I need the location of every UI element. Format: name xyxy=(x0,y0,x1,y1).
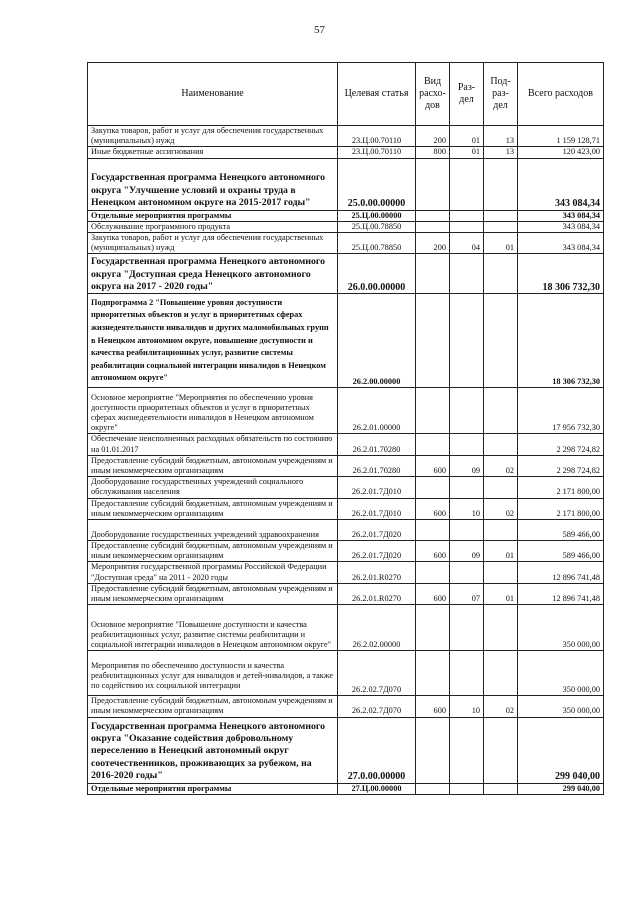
row-name: Закупка товаров, работ и услуг для обеспечения государственных (муниципальных) нужд xyxy=(88,233,338,254)
row-subsection xyxy=(484,294,518,388)
row-kind xyxy=(416,520,450,541)
row-name: Основное мероприятие "Мероприятия по обеспечению уровня доступности приоритетных объектов и услуг в приоритетных сферах жизнедеятельности инвалидов в Ненецком автономном округе" xyxy=(88,388,338,434)
row-target: 27.0.00.00000 xyxy=(338,717,416,783)
row-name: Предоставление субсидий бюджетным, автономным учреждениям и иным некоммерческим организациям xyxy=(88,498,338,519)
header-name: Наименование xyxy=(88,63,338,126)
table-row xyxy=(88,434,604,455)
row-total: 2 171 800,00 xyxy=(518,498,604,519)
table-row xyxy=(88,605,604,651)
row-total: 350 000,00 xyxy=(518,651,604,696)
row-total: 2 298 724,82 xyxy=(518,455,604,476)
header-section: Раз-дел xyxy=(450,63,484,126)
row-subsection xyxy=(484,783,518,794)
header-kind: Вид расхо-дов xyxy=(416,63,450,126)
table-row xyxy=(88,210,604,221)
row-target: 26.2.01.R0270 xyxy=(338,562,416,583)
row-name: Предоставление субсидий бюджетным, автономным учреждениям и иным некоммерческим организациям xyxy=(88,455,338,476)
row-section xyxy=(450,520,484,541)
row-section: 09 xyxy=(450,455,484,476)
row-name: Дооборудование государственных учреждений социального обслуживания населения xyxy=(88,477,338,498)
row-name: Государственная программа Ненецкого автономного округа "Оказание содействия добровольному переселению в Ненецкий автономный округ соотечественников, проживающих за рубежом, на 2016-2020 годы" xyxy=(88,717,338,783)
row-section xyxy=(450,434,484,455)
table-row xyxy=(88,520,604,541)
row-target: 23.Ц.00.70110 xyxy=(338,147,416,158)
row-name: Предоставление субсидий бюджетным, автономным учреждениям и иным некоммерческим организациям xyxy=(88,583,338,604)
table-row xyxy=(88,562,604,583)
table-row xyxy=(88,477,604,498)
row-target: 26.2.01.70280 xyxy=(338,434,416,455)
row-section xyxy=(450,783,484,794)
table-row xyxy=(88,717,604,783)
row-kind: 600 xyxy=(416,455,450,476)
row-kind: 200 xyxy=(416,233,450,254)
row-target: 25.Ц.00.78850 xyxy=(338,233,416,254)
table-row xyxy=(88,158,604,210)
row-target: 26.2.01.R0270 xyxy=(338,583,416,604)
table-row xyxy=(88,233,604,254)
row-kind xyxy=(416,717,450,783)
row-section xyxy=(450,210,484,221)
table-row xyxy=(88,783,604,794)
table-row xyxy=(88,388,604,434)
row-total: 12 896 741,48 xyxy=(518,562,604,583)
row-total: 2 298 724,82 xyxy=(518,434,604,455)
row-total: 17 956 732,30 xyxy=(518,388,604,434)
row-section xyxy=(450,605,484,651)
row-subsection xyxy=(484,210,518,221)
row-kind xyxy=(416,210,450,221)
table-row xyxy=(88,696,604,717)
row-name: Отдельные мероприятия программы xyxy=(88,783,338,794)
row-total: 18 306 732,30 xyxy=(518,294,604,388)
row-total: 343 084,34 xyxy=(518,210,604,221)
row-name: Подпрограмма 2 "Повышение уровня доступности приоритетных объектов и услуг в приоритетных сферах жизнедеятельности инвалидов и других маломобильных групп в Ненецком автономном округе, повышение доступности и качества реабилитационных услуг, развитие системы реабилитации социальной интеграции инвалидов в Ненецком автономном округе" xyxy=(88,294,338,388)
row-kind xyxy=(416,562,450,583)
row-target: 26.2.01.70280 xyxy=(338,455,416,476)
row-kind xyxy=(416,477,450,498)
row-target: 26.2.01.00000 xyxy=(338,388,416,434)
row-section xyxy=(450,294,484,388)
row-target: 26.0.00.00000 xyxy=(338,254,416,294)
row-total: 1 159 128,71 xyxy=(518,126,604,147)
row-name: Иные бюджетные ассигнования xyxy=(88,147,338,158)
row-kind: 600 xyxy=(416,583,450,604)
row-target: 23.Ц.00.70110 xyxy=(338,126,416,147)
table-row xyxy=(88,455,604,476)
row-name: Закупка товаров, работ и услуг для обеспечения государственных (муниципальных) нужд xyxy=(88,126,338,147)
row-kind: 800 xyxy=(416,147,450,158)
row-subsection xyxy=(484,434,518,455)
row-total: 299 040,00 xyxy=(518,717,604,783)
table-row xyxy=(88,254,604,294)
row-total: 2 171 800,00 xyxy=(518,477,604,498)
row-section xyxy=(450,717,484,783)
row-subsection xyxy=(484,562,518,583)
row-subsection xyxy=(484,221,518,232)
row-name: Отдельные мероприятия программы xyxy=(88,210,338,221)
row-subsection xyxy=(484,651,518,696)
row-name: Мероприятия по обеспечению доступности и качества реабилитационных услуг для инвалидов и детей-инвалидов, а также по содействию их социальной интеграции xyxy=(88,651,338,696)
row-target: 26.2.02.00000 xyxy=(338,605,416,651)
row-name: Мероприятия государственной программы Российской Федерации "Доступная среда" на 2011 - 2020 годы xyxy=(88,562,338,583)
row-section xyxy=(450,158,484,210)
row-section xyxy=(450,562,484,583)
row-total: 350 000,00 xyxy=(518,605,604,651)
table-row xyxy=(88,147,604,158)
row-name: Дооборудование государственных учреждений здравоохранения xyxy=(88,520,338,541)
row-kind xyxy=(416,783,450,794)
row-subsection: 02 xyxy=(484,696,518,717)
row-subsection xyxy=(484,605,518,651)
row-target: 26.2.01.7Д020 xyxy=(338,520,416,541)
row-name: Предоставление субсидий бюджетным, автономным учреждениям и иным некоммерческим организациям xyxy=(88,541,338,562)
row-subsection xyxy=(484,717,518,783)
header-total: Всего расходов xyxy=(518,63,604,126)
row-kind: 600 xyxy=(416,541,450,562)
row-name: Обслуживание программного продукта xyxy=(88,221,338,232)
row-subsection: 13 xyxy=(484,126,518,147)
row-subsection xyxy=(484,388,518,434)
row-total: 18 306 732,30 xyxy=(518,254,604,294)
table-row xyxy=(88,498,604,519)
row-subsection xyxy=(484,477,518,498)
row-kind xyxy=(416,254,450,294)
row-name: Основное мероприятие "Повышение доступности и качества реабилитационных услуг, развитие системы реабилитации и социальной интеграции инвалидов в Ненецком автономном округе" xyxy=(88,605,338,651)
row-kind xyxy=(416,388,450,434)
row-name: Предоставление субсидий бюджетным, автономным учреждениям и иным некоммерческим организациям xyxy=(88,696,338,717)
row-kind xyxy=(416,294,450,388)
row-section: 04 xyxy=(450,233,484,254)
row-total: 343 084,34 xyxy=(518,221,604,232)
row-section xyxy=(450,388,484,434)
row-section: 09 xyxy=(450,541,484,562)
row-total: 120 423,00 xyxy=(518,147,604,158)
row-subsection xyxy=(484,158,518,210)
row-target: 26.2.00.00000 xyxy=(338,294,416,388)
row-kind xyxy=(416,434,450,455)
row-kind xyxy=(416,158,450,210)
page-number: 57 xyxy=(314,24,325,36)
row-name: Государственная программа Ненецкого автономного округа "Улучшение условий и охраны труда в Ненецком автономном округе на 2015-2017 годы" xyxy=(88,158,338,210)
row-kind: 600 xyxy=(416,498,450,519)
table-row xyxy=(88,126,604,147)
row-total: 12 896 741,48 xyxy=(518,583,604,604)
row-subsection: 02 xyxy=(484,498,518,519)
row-section: 01 xyxy=(450,126,484,147)
row-total: 350 000,00 xyxy=(518,696,604,717)
table-row xyxy=(88,294,604,388)
row-total: 589 466,00 xyxy=(518,520,604,541)
row-section xyxy=(450,254,484,294)
row-section: 10 xyxy=(450,696,484,717)
row-target: 26.2.01.7Д020 xyxy=(338,541,416,562)
row-target: 25.Ц.00.78850 xyxy=(338,221,416,232)
header-subsection: Под-раз-дел xyxy=(484,63,518,126)
row-subsection: 01 xyxy=(484,541,518,562)
row-target: 26.2.02.7Д070 xyxy=(338,651,416,696)
table-header-row xyxy=(88,63,604,126)
row-target: 26.2.02.7Д070 xyxy=(338,696,416,717)
row-kind: 600 xyxy=(416,696,450,717)
row-subsection xyxy=(484,520,518,541)
row-name: Государственная программа Ненецкого автономного округа "Доступная среда Ненецкого автономного округа на 2017 - 2020 годы" xyxy=(88,254,338,294)
row-target: 25.0.00.00000 xyxy=(338,158,416,210)
row-subsection: 01 xyxy=(484,583,518,604)
table-row xyxy=(88,221,604,232)
row-kind xyxy=(416,605,450,651)
row-section: 07 xyxy=(450,583,484,604)
table-row xyxy=(88,651,604,696)
header-target: Целевая статья xyxy=(338,63,416,126)
row-section: 01 xyxy=(450,147,484,158)
row-kind xyxy=(416,221,450,232)
row-subsection: 02 xyxy=(484,455,518,476)
row-subsection xyxy=(484,254,518,294)
expenditure-table xyxy=(87,62,604,795)
row-total: 589 466,00 xyxy=(518,541,604,562)
row-kind: 200 xyxy=(416,126,450,147)
row-total: 343 084,34 xyxy=(518,158,604,210)
row-section xyxy=(450,477,484,498)
row-kind xyxy=(416,651,450,696)
row-target: 26.2.01.7Д010 xyxy=(338,498,416,519)
row-section: 10 xyxy=(450,498,484,519)
row-section xyxy=(450,651,484,696)
row-subsection: 01 xyxy=(484,233,518,254)
row-subsection: 13 xyxy=(484,147,518,158)
row-section xyxy=(450,221,484,232)
row-target: 26.2.01.7Д010 xyxy=(338,477,416,498)
row-total: 343 084,34 xyxy=(518,233,604,254)
row-target: 27.Ц.00.00000 xyxy=(338,783,416,794)
table-row xyxy=(88,541,604,562)
row-target: 25.Ц.00.00000 xyxy=(338,210,416,221)
table-row xyxy=(88,583,604,604)
row-name: Обеспечение неисполненных расходных обязательств по состоянию на 01.01.2017 xyxy=(88,434,338,455)
row-total: 299 040,00 xyxy=(518,783,604,794)
